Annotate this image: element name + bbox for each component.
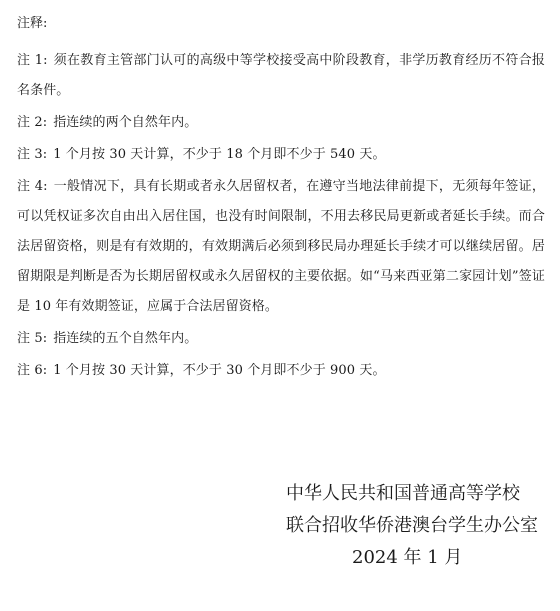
- organization-name-line-1: 中华人民共和国普通高等学校: [286, 483, 520, 504]
- note-4: [17, 172, 545, 322]
- note-label: 注 4:: [17, 179, 48, 194]
- note-text: 一般情况下，具有长期或者永久居留权者，在遵守当地法律前提下，无须每年签证，可以凭权证多次自由出入居住国，也没有时间限制，不用去移民局更新或者延长手续。而合法居留资格，则是有有效期的，有效期满后必须到移民局办理延长手续才可以继续居留。居留期限是判断是否为长期居留权或永久居留权的主要依据。如“马来西亚第二家园计划”签证是 10 年有效期签证，应属于合法居留资格。: [17, 179, 546, 314]
- note-2: [17, 108, 545, 138]
- note-label: 注 1:: [17, 53, 48, 68]
- note-5: [17, 324, 545, 354]
- organization-name-line-2: 联合招收华侨港澳台学生办公室: [286, 515, 538, 536]
- note-text: 指连续的五个自然年内。: [53, 331, 198, 346]
- note-label: 注 2:: [17, 115, 48, 130]
- notes-heading: 注释:: [17, 16, 48, 31]
- note-label: 注 6:: [17, 363, 48, 378]
- note-3: [17, 140, 545, 170]
- note-1: [17, 46, 545, 106]
- note-label: 注 5:: [17, 331, 48, 346]
- note-label: 注 3:: [17, 147, 48, 162]
- note-6: [17, 356, 545, 386]
- signature-block: [286, 478, 538, 574]
- notes-section: [17, 14, 545, 388]
- note-text: 1 个月按 30 天计算，不少于 18 个月即不少于 540 天。: [53, 147, 386, 162]
- note-text: 指连续的两个自然年内。: [53, 115, 198, 130]
- note-text: 1 个月按 30 天计算，不少于 30 个月即不少于 900 天。: [53, 363, 386, 378]
- issue-date: 2024 年 1 月: [352, 547, 463, 568]
- note-text: 须在教育主管部门认可的高级中等学校接受高中阶段教育，非学历教育经历不符合报名条件。: [17, 53, 546, 98]
